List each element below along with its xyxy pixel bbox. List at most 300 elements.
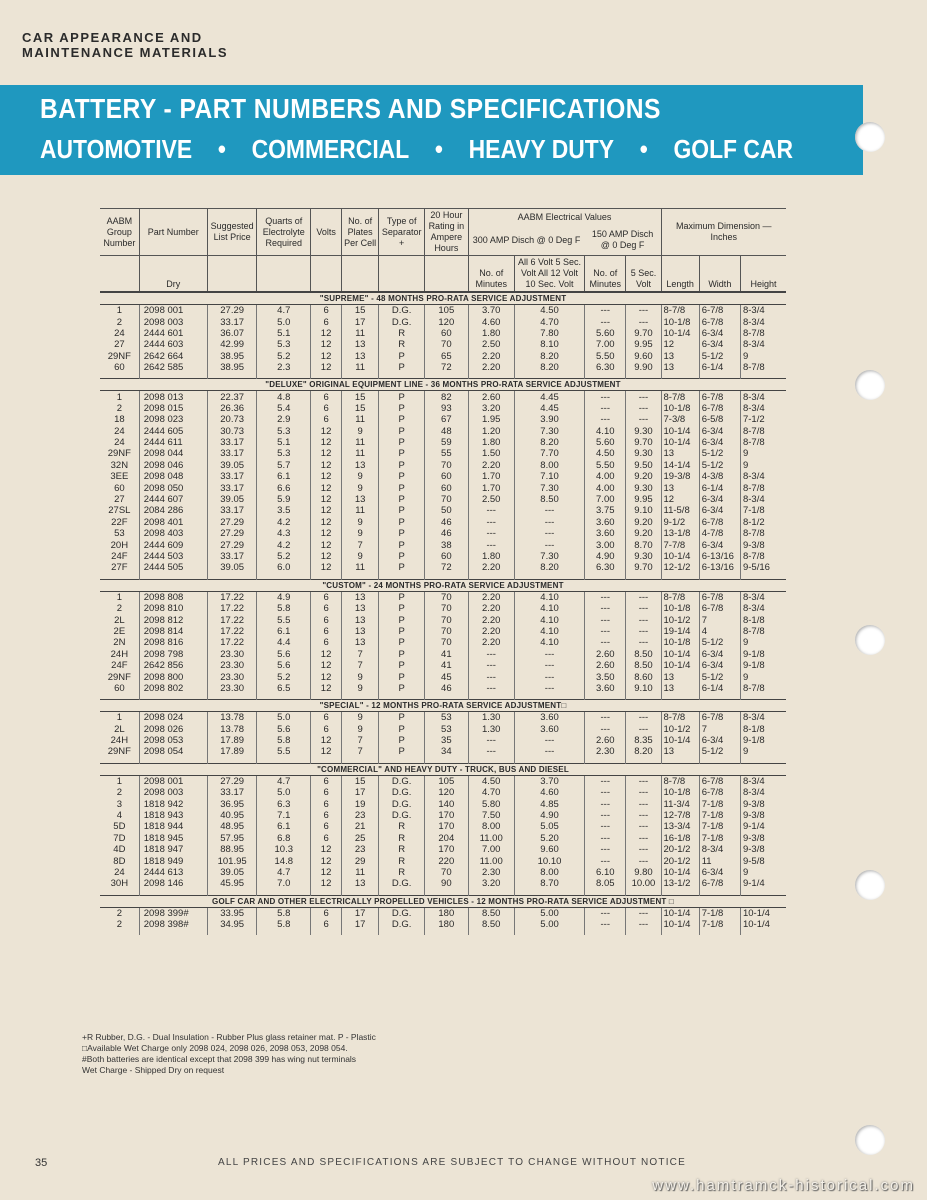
table-cell: --- xyxy=(626,712,661,724)
header-5sec-volt: 5 Sec. Volt xyxy=(626,256,661,293)
table-cell: 2098 398# xyxy=(139,919,207,935)
table-cell: 9.60 xyxy=(626,351,661,362)
table-cell: 27.29 xyxy=(207,539,257,550)
table-cell: 8-3/4 xyxy=(740,787,786,798)
table-cell: 8-3/4 xyxy=(740,316,786,327)
table-row xyxy=(100,724,786,735)
table-cell: 9-1/8 xyxy=(740,660,786,671)
table-row xyxy=(100,712,786,724)
table-cell: R xyxy=(379,339,425,350)
table-cell: 7-1/8 xyxy=(740,505,786,516)
table-cell: 10-1/8 xyxy=(661,603,699,614)
table-cell: 27F xyxy=(111,562,128,574)
table-cell: 6-3/4 xyxy=(699,539,740,550)
table-cell: 170 xyxy=(425,810,468,821)
header-dry: Dry xyxy=(139,256,207,293)
header-disch-150: 150 AMP Disch @ 0 Deg F xyxy=(591,229,654,251)
table-row xyxy=(100,907,786,919)
table-cell: 7.30 xyxy=(514,482,584,493)
table-cell: 13 xyxy=(342,460,379,471)
table-cell: P xyxy=(379,683,425,700)
table-cell: 11 xyxy=(342,562,379,579)
table-cell: 60 xyxy=(425,328,468,339)
table-cell: P xyxy=(379,426,425,437)
table-cell: P xyxy=(379,351,425,362)
table-cell: 7.10 xyxy=(514,471,584,482)
table-cell: 9 xyxy=(740,671,786,682)
table-cell: 9 xyxy=(342,724,379,735)
table-cell: 6-7/8 xyxy=(699,517,740,528)
table-cell: 9.30 xyxy=(626,448,661,459)
table-cell: 5.0 xyxy=(257,787,311,798)
table-cell: P xyxy=(379,735,425,746)
table-cell: --- xyxy=(585,414,626,425)
table-cell: 4.00 xyxy=(585,471,626,482)
table-cell: 27.29 xyxy=(207,775,257,787)
table-cell: 23 xyxy=(342,810,379,821)
table-cell: 9-5/8 xyxy=(740,855,786,866)
table-row xyxy=(100,746,786,763)
table-cell: 5.8 xyxy=(257,919,311,935)
table-cell: 6 xyxy=(311,403,342,414)
table-cell: 2.20 xyxy=(468,637,514,648)
table-cell: 2098 026 xyxy=(139,724,207,735)
table-cell: 18 xyxy=(114,414,125,426)
table-cell: 50 xyxy=(425,505,468,516)
table-cell: 27 xyxy=(114,339,125,351)
table-cell: 8.70 xyxy=(514,878,584,895)
table-cell: 39.05 xyxy=(207,867,257,878)
table-cell: 23.30 xyxy=(207,671,257,682)
table-cell: 5-1/2 xyxy=(699,448,740,459)
table-cell: 10-1/4 xyxy=(661,867,699,878)
table-cell: --- xyxy=(468,528,514,539)
table-cell: 8-7/8 xyxy=(661,391,699,403)
table-cell: P xyxy=(379,746,425,763)
table-cell: 8-7/8 xyxy=(661,591,699,603)
table-cell: 2.60 xyxy=(585,735,626,746)
table-cell: P xyxy=(379,649,425,660)
table-row xyxy=(100,437,786,448)
table-cell: P xyxy=(379,437,425,448)
table-cell: 9-3/8 xyxy=(740,810,786,821)
table-cell: 5D xyxy=(113,821,126,833)
table-cell: 29NF xyxy=(107,448,131,460)
header-width: Width xyxy=(699,256,740,293)
table-cell: 8.50 xyxy=(626,649,661,660)
table-cell: 4.10 xyxy=(514,637,584,648)
table-cell: P xyxy=(379,482,425,493)
table-cell: 8-3/4 xyxy=(740,339,786,350)
table-cell: 2.30 xyxy=(585,746,626,763)
table-cell: 2642 585 xyxy=(139,362,207,379)
table-cell: 3 xyxy=(116,798,122,810)
table-row xyxy=(100,649,786,660)
table-cell: 5.50 xyxy=(585,351,626,362)
table-cell: 7-1/8 xyxy=(699,833,740,844)
table-cell: 70 xyxy=(425,614,468,625)
table-cell: 2642 856 xyxy=(139,660,207,671)
table-cell: 4.70 xyxy=(468,787,514,798)
table-cell: 20.73 xyxy=(207,414,257,425)
table-cell: 13 xyxy=(661,683,699,700)
table-cell: --- xyxy=(585,316,626,327)
table-cell: 8-3/4 xyxy=(740,471,786,482)
table-cell: 105 xyxy=(425,775,468,787)
table-cell: --- xyxy=(626,775,661,787)
table-cell: 10.10 xyxy=(514,855,584,866)
table-cell: P xyxy=(379,671,425,682)
table-cell: 6 xyxy=(311,591,342,603)
table-cell: 2.50 xyxy=(468,494,514,505)
table-cell: 15 xyxy=(342,305,379,317)
table-cell: 4.85 xyxy=(514,798,584,809)
table-cell: 6 xyxy=(311,316,342,327)
table-cell: 12 xyxy=(311,746,342,763)
table-cell: 6-7/8 xyxy=(699,591,740,603)
table-cell: 33.17 xyxy=(207,482,257,493)
table-cell: 9.10 xyxy=(626,505,661,516)
table-cell: 53 xyxy=(114,528,125,540)
table-cell: 2444 607 xyxy=(139,494,207,505)
table-cell: 2098 814 xyxy=(139,626,207,637)
table-row xyxy=(100,798,786,809)
header-separator: Type of Separator + xyxy=(379,209,425,256)
table-cell: 2098 001 xyxy=(139,305,207,317)
table-cell: 11 xyxy=(342,437,379,448)
table-cell: 3EE xyxy=(110,471,129,483)
table-cell: 9 xyxy=(342,671,379,682)
table-cell: R xyxy=(379,844,425,855)
header-height: Height xyxy=(740,256,786,293)
table-cell: 5.2 xyxy=(257,551,311,562)
table-cell: 5.2 xyxy=(257,351,311,362)
table-cell: 4.2 xyxy=(257,539,311,550)
table-cell: P xyxy=(379,712,425,724)
table-cell: 5.20 xyxy=(514,833,584,844)
table-row xyxy=(100,448,786,459)
table-cell: --- xyxy=(468,539,514,550)
table-cell: 3.60 xyxy=(514,712,584,724)
header-part: Part Number xyxy=(139,209,207,256)
table-cell: 3.70 xyxy=(514,775,584,787)
table-cell: 2.60 xyxy=(468,391,514,403)
table-cell: --- xyxy=(468,746,514,763)
table-cell: 3.50 xyxy=(585,671,626,682)
table-cell: 6-7/8 xyxy=(699,391,740,403)
table-cell: 4.8 xyxy=(257,391,311,403)
table-cell: 8.20 xyxy=(514,351,584,362)
table-cell: 33.17 xyxy=(207,551,257,562)
table-cell: 45.95 xyxy=(207,878,257,895)
table-cell: 1 xyxy=(116,391,122,403)
table-cell: 4.4 xyxy=(257,637,311,648)
table-cell: 2L xyxy=(114,723,125,735)
section-title: "SPECIAL" - 12 MONTHS PRO-RATA SERVICE ADJUSTMENT□ xyxy=(100,700,786,712)
table-cell: 5.60 xyxy=(585,328,626,339)
table-cell: 9.90 xyxy=(626,362,661,379)
table-cell: 2098 812 xyxy=(139,614,207,625)
table-cell: 9-1/8 xyxy=(740,735,786,746)
table-cell: 7.30 xyxy=(514,426,584,437)
table-cell: 8.60 xyxy=(626,671,661,682)
table-cell: 60 xyxy=(425,482,468,493)
table-cell: 70 xyxy=(425,591,468,603)
table-cell: 10-1/8 xyxy=(661,403,699,414)
table-cell: 105 xyxy=(425,305,468,317)
page-number: 35 xyxy=(35,1157,48,1169)
table-cell: 2098 050 xyxy=(139,482,207,493)
table-cell: P xyxy=(379,362,425,379)
table-cell: 12 xyxy=(311,482,342,493)
category-commercial: COMMERCIAL xyxy=(251,134,410,164)
table-cell: 13 xyxy=(661,746,699,763)
table-cell: 59 xyxy=(425,437,468,448)
table-cell: 32N xyxy=(110,459,129,471)
table-cell: 41 xyxy=(425,649,468,660)
table-cell: 9.50 xyxy=(626,460,661,471)
table-cell: 13.78 xyxy=(207,712,257,724)
table-cell: 4.10 xyxy=(514,591,584,603)
table-cell: 60 xyxy=(114,682,125,694)
table-cell: 2.20 xyxy=(468,351,514,362)
table-cell: 6.30 xyxy=(585,362,626,379)
table-cell: 2.9 xyxy=(257,414,311,425)
table-row xyxy=(100,562,786,579)
table-cell: 4.10 xyxy=(514,626,584,637)
table-cell: 12-7/8 xyxy=(661,810,699,821)
table-cell: 8-7/8 xyxy=(661,712,699,724)
table-cell: 2E xyxy=(113,625,126,637)
table-cell: 27SL xyxy=(108,505,131,517)
table-cell: 45 xyxy=(425,671,468,682)
table-cell: 20-1/2 xyxy=(661,844,699,855)
table-cell: 82 xyxy=(425,391,468,403)
table-cell: 4.60 xyxy=(514,787,584,798)
table-cell: 13 xyxy=(342,878,379,895)
section-label-line-1: CAR APPEARANCE AND xyxy=(22,30,203,45)
table-cell: 2.20 xyxy=(468,603,514,614)
table-cell: 140 xyxy=(425,798,468,809)
table-cell: R xyxy=(379,855,425,866)
table-cell: 2444 613 xyxy=(139,867,207,878)
table-cell: 6 xyxy=(311,305,342,317)
table-cell: 2098 024 xyxy=(139,712,207,724)
table-cell: 39.05 xyxy=(207,562,257,579)
table-cell: 12 xyxy=(311,878,342,895)
table-cell: 6 xyxy=(311,787,342,798)
section-title: "DELUXE" ORIGINAL EQUIPMENT LINE - 36 MONTHS PRO-RATA SERVICE ADJUSTMENT xyxy=(100,379,786,391)
table-cell: R xyxy=(379,833,425,844)
table-cell: 5.3 xyxy=(257,339,311,350)
table-cell: 70 xyxy=(425,637,468,648)
table-cell: 3.70 xyxy=(468,305,514,317)
table-cell: 24 xyxy=(114,327,125,339)
table-cell: 24H xyxy=(110,648,129,660)
binder-hole xyxy=(855,122,885,152)
table-cell: 67 xyxy=(425,414,468,425)
footnote: Wet Charge - Shipped Dry on request xyxy=(82,1065,225,1075)
table-cell: 7 xyxy=(699,614,740,625)
table-cell: 6.1 xyxy=(257,821,311,832)
table-cell: --- xyxy=(585,603,626,614)
table-cell: 3.20 xyxy=(468,878,514,895)
table-cell: 4.60 xyxy=(468,316,514,327)
table-cell: 13-3/4 xyxy=(661,821,699,832)
table-cell: 22F xyxy=(111,516,128,528)
table-cell: 12-1/2 xyxy=(661,562,699,579)
table-cell: 2098 816 xyxy=(139,637,207,648)
table-cell: 15 xyxy=(342,403,379,414)
table-cell: 4.3 xyxy=(257,528,311,539)
table-cell: 6-3/4 xyxy=(699,426,740,437)
table-cell: 2098 003 xyxy=(139,787,207,798)
table-cell: 6 xyxy=(311,637,342,648)
table-cell: 5-1/2 xyxy=(699,746,740,763)
table-cell: 10-1/4 xyxy=(661,919,699,935)
table-cell: 33.17 xyxy=(207,787,257,798)
table-cell: 17 xyxy=(342,316,379,327)
table-cell: 48.95 xyxy=(207,821,257,832)
table-cell: --- xyxy=(626,603,661,614)
table-cell: 8-3/4 xyxy=(740,591,786,603)
table-cell: 4 xyxy=(699,626,740,637)
table-cell: 8-7/8 xyxy=(661,775,699,787)
table-cell: 9.70 xyxy=(626,562,661,579)
table-cell: 10-1/4 xyxy=(661,649,699,660)
table-cell: 48 xyxy=(425,426,468,437)
table-cell: P xyxy=(379,614,425,625)
table-cell: 5.6 xyxy=(257,649,311,660)
table-cell: 14-1/4 xyxy=(661,460,699,471)
table-cell: 7-1/8 xyxy=(699,821,740,832)
table-cell: 8-1/2 xyxy=(740,517,786,528)
table-cell: 39.05 xyxy=(207,460,257,471)
table-cell: 180 xyxy=(425,907,468,919)
table-cell: 8.50 xyxy=(514,494,584,505)
table-cell: 36.95 xyxy=(207,798,257,809)
table-row xyxy=(100,735,786,746)
table-cell: P xyxy=(379,448,425,459)
table-cell: 5.7 xyxy=(257,460,311,471)
table-cell: 7.00 xyxy=(468,844,514,855)
banner-title: BATTERY - PART NUMBERS AND SPECIFICATIONS xyxy=(40,93,661,124)
table-cell: 2 xyxy=(116,316,122,328)
table-cell: 8-7/8 xyxy=(661,305,699,317)
table-cell: --- xyxy=(626,821,661,832)
table-cell: 5.3 xyxy=(257,448,311,459)
table-cell: 7.00 xyxy=(585,494,626,505)
table-cell: 5.2 xyxy=(257,671,311,682)
table-cell: 7-1/8 xyxy=(699,810,740,821)
table-cell: 15 xyxy=(342,775,379,787)
table-cell: 5.8 xyxy=(257,603,311,614)
table-cell: 6-3/4 xyxy=(699,328,740,339)
table-row xyxy=(100,787,786,798)
table-cell: 8-3/4 xyxy=(740,494,786,505)
table-cell: 7-1/8 xyxy=(699,798,740,809)
table-cell: --- xyxy=(585,775,626,787)
bullet-separator: • xyxy=(639,134,648,164)
table-cell: 12 xyxy=(311,539,342,550)
table-cell: 7 xyxy=(342,746,379,763)
table-cell: 170 xyxy=(425,844,468,855)
section-header-row xyxy=(100,700,786,712)
table-cell: 10-1/4 xyxy=(661,735,699,746)
table-cell: 2098 800 xyxy=(139,671,207,682)
table-cell: --- xyxy=(626,614,661,625)
table-cell: 1818 947 xyxy=(139,844,207,855)
table-cell: --- xyxy=(585,919,626,935)
table-cell: 30H xyxy=(110,878,129,890)
table-cell: 9-3/8 xyxy=(740,833,786,844)
table-cell: 2 xyxy=(116,787,122,799)
footer-notice: ALL PRICES AND SPECIFICATIONS ARE SUBJECT TO CHANGE WITHOUT NOTICE xyxy=(218,1157,686,1168)
table-cell: 6.3 xyxy=(257,798,311,809)
table-cell: 4.10 xyxy=(514,614,584,625)
table-cell: 2444 611 xyxy=(139,437,207,448)
table-cell: 13 xyxy=(661,482,699,493)
table-cell: 1818 942 xyxy=(139,798,207,809)
table-cell: 4.50 xyxy=(514,305,584,317)
table-cell: 4.7 xyxy=(257,867,311,878)
table-cell: 27.29 xyxy=(207,305,257,317)
table-cell: 120 xyxy=(425,316,468,327)
table-cell: 204 xyxy=(425,833,468,844)
table-cell: 12 xyxy=(311,855,342,866)
table-cell: 22.37 xyxy=(207,391,257,403)
table-row xyxy=(100,614,786,625)
table-cell: 2444 605 xyxy=(139,426,207,437)
table-cell: 1 xyxy=(116,591,122,603)
table-cell: 17.22 xyxy=(207,614,257,625)
table-cell: 6-3/4 xyxy=(699,867,740,878)
table-cell: --- xyxy=(626,833,661,844)
table-cell: 70 xyxy=(425,339,468,350)
table-cell: 46 xyxy=(425,683,468,700)
table-row xyxy=(100,683,786,700)
table-cell: 2.20 xyxy=(468,562,514,579)
table-cell: 9.70 xyxy=(626,328,661,339)
table-row xyxy=(100,505,786,516)
table-cell: 5.8 xyxy=(257,735,311,746)
table-cell: 60 xyxy=(114,482,125,494)
section-header-row xyxy=(100,292,786,305)
table-cell: 2098 003 xyxy=(139,316,207,327)
table-cell: 2098 802 xyxy=(139,683,207,700)
table-cell: 19-3/8 xyxy=(661,471,699,482)
table-cell: P xyxy=(379,603,425,614)
table-cell: 5.50 xyxy=(585,460,626,471)
table-cell: 6 xyxy=(311,798,342,809)
table-cell: 6 xyxy=(311,919,342,935)
table-cell: 3.20 xyxy=(468,403,514,414)
table-cell: 4.45 xyxy=(514,403,584,414)
table-cell: 8.20 xyxy=(626,746,661,763)
table-cell: 5.5 xyxy=(257,614,311,625)
table-cell: 2444 603 xyxy=(139,339,207,350)
table-cell: D.G. xyxy=(379,798,425,809)
header-volts: Volts xyxy=(311,209,342,256)
table-cell: 2.20 xyxy=(468,591,514,603)
table-cell: 7.30 xyxy=(514,551,584,562)
table-cell: 8-3/4 xyxy=(740,305,786,317)
table-cell: 10-1/8 xyxy=(661,787,699,798)
table-cell: 27.29 xyxy=(207,517,257,528)
table-row xyxy=(100,603,786,614)
table-cell: 2084 286 xyxy=(139,505,207,516)
table-cell: P xyxy=(379,460,425,471)
